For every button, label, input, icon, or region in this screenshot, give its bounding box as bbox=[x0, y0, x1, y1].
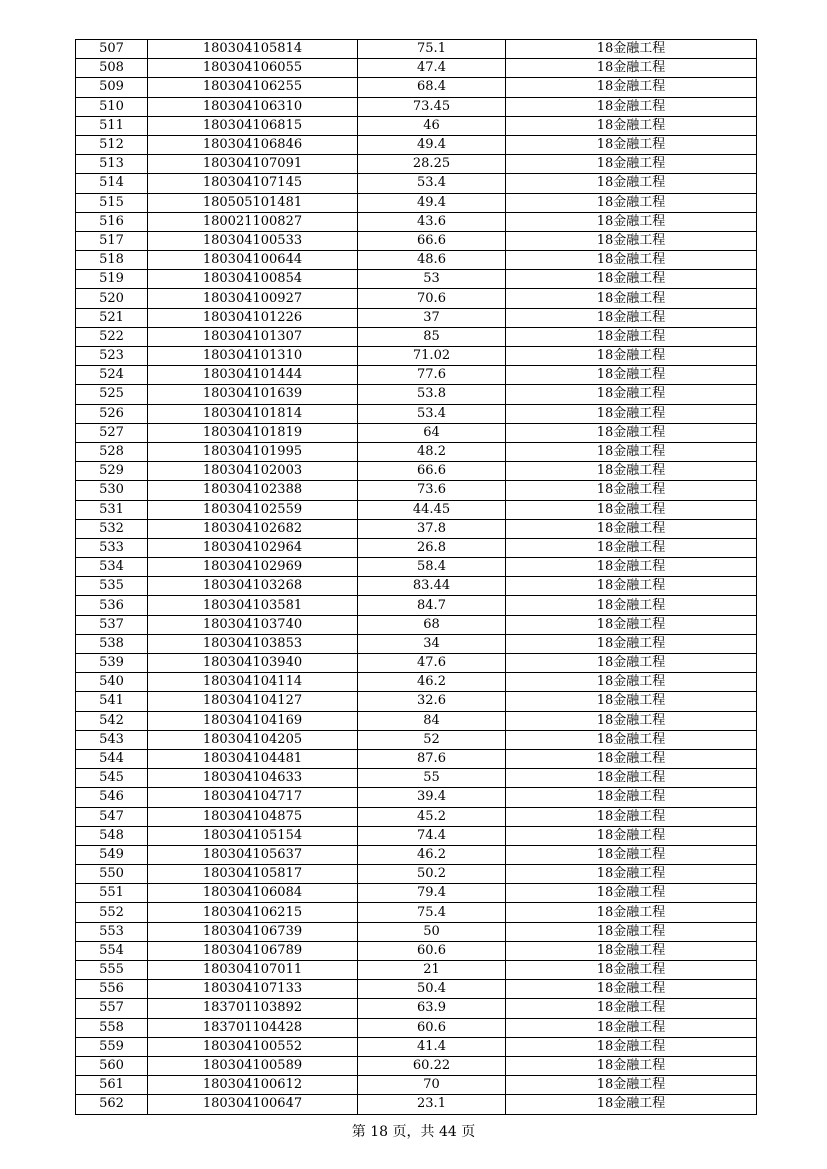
row-number-cell: 549 bbox=[76, 845, 148, 864]
row-number-cell: 548 bbox=[76, 826, 148, 845]
table-row bbox=[76, 596, 757, 615]
score-cell: 53.8 bbox=[358, 385, 506, 404]
major-cell: 18金融工程 bbox=[506, 385, 757, 404]
row-number-cell: 531 bbox=[76, 500, 148, 519]
student-id-cell: 180304103853 bbox=[148, 634, 358, 653]
student-id-cell: 180304103940 bbox=[148, 654, 358, 673]
major-cell: 18金融工程 bbox=[506, 865, 757, 884]
table-row bbox=[76, 558, 757, 577]
row-number-cell: 553 bbox=[76, 922, 148, 941]
major-cell: 18金融工程 bbox=[506, 673, 757, 692]
score-cell: 60.6 bbox=[358, 941, 506, 960]
score-cell: 60.22 bbox=[358, 1056, 506, 1075]
table-row bbox=[76, 538, 757, 557]
major-cell: 18金融工程 bbox=[506, 174, 757, 193]
table-row bbox=[76, 922, 757, 941]
row-number-cell: 515 bbox=[76, 193, 148, 212]
student-id-cell: 180304104205 bbox=[148, 730, 358, 749]
score-cell: 39.4 bbox=[358, 788, 506, 807]
row-number-cell: 529 bbox=[76, 462, 148, 481]
major-cell: 18金融工程 bbox=[506, 692, 757, 711]
major-cell: 18金融工程 bbox=[506, 1056, 757, 1075]
student-id-cell: 180304107091 bbox=[148, 155, 358, 174]
score-cell: 21 bbox=[358, 961, 506, 980]
student-id-cell: 180304106789 bbox=[148, 941, 358, 960]
major-cell: 18金融工程 bbox=[506, 730, 757, 749]
student-id-cell: 180304105817 bbox=[148, 865, 358, 884]
student-id-cell: 180304106815 bbox=[148, 116, 358, 135]
score-cell: 66.6 bbox=[358, 231, 506, 250]
student-id-cell: 180304100647 bbox=[148, 1095, 358, 1114]
score-cell: 52 bbox=[358, 730, 506, 749]
table-row bbox=[76, 577, 757, 596]
major-cell: 18金融工程 bbox=[506, 826, 757, 845]
table-row bbox=[76, 673, 757, 692]
table-row bbox=[76, 711, 757, 730]
major-cell: 18金融工程 bbox=[506, 884, 757, 903]
table-row bbox=[76, 59, 757, 78]
score-cell: 84 bbox=[358, 711, 506, 730]
major-cell: 18金融工程 bbox=[506, 423, 757, 442]
major-cell: 18金融工程 bbox=[506, 155, 757, 174]
major-cell: 18金融工程 bbox=[506, 78, 757, 97]
table-row bbox=[76, 212, 757, 231]
score-cell: 63.9 bbox=[358, 999, 506, 1018]
table-row bbox=[76, 941, 757, 960]
table-row bbox=[76, 251, 757, 270]
table-row bbox=[76, 788, 757, 807]
row-number-cell: 540 bbox=[76, 673, 148, 692]
score-cell: 58.4 bbox=[358, 558, 506, 577]
score-cell: 53.4 bbox=[358, 174, 506, 193]
student-id-cell: 180304106084 bbox=[148, 884, 358, 903]
row-number-cell: 518 bbox=[76, 251, 148, 270]
student-id-cell: 183701103892 bbox=[148, 999, 358, 1018]
row-number-cell: 533 bbox=[76, 538, 148, 557]
score-cell: 26.8 bbox=[358, 538, 506, 557]
student-id-cell: 180304100533 bbox=[148, 231, 358, 250]
row-number-cell: 537 bbox=[76, 615, 148, 634]
row-number-cell: 514 bbox=[76, 174, 148, 193]
score-cell: 53.4 bbox=[358, 404, 506, 423]
table-row bbox=[76, 826, 757, 845]
score-cell: 41.4 bbox=[358, 1037, 506, 1056]
table-row bbox=[76, 865, 757, 884]
student-id-cell: 180304107145 bbox=[148, 174, 358, 193]
student-id-cell: 180304102682 bbox=[148, 519, 358, 538]
student-id-cell: 180304103268 bbox=[148, 577, 358, 596]
row-number-cell: 560 bbox=[76, 1056, 148, 1075]
major-cell: 18金融工程 bbox=[506, 1018, 757, 1037]
score-cell: 75.4 bbox=[358, 903, 506, 922]
row-number-cell: 538 bbox=[76, 634, 148, 653]
student-id-cell: 180304100552 bbox=[148, 1037, 358, 1056]
table-row bbox=[76, 999, 757, 1018]
table-row bbox=[76, 634, 757, 653]
score-cell: 68 bbox=[358, 615, 506, 634]
table-row bbox=[76, 730, 757, 749]
student-id-cell: 180304101995 bbox=[148, 442, 358, 461]
student-id-cell: 180304104114 bbox=[148, 673, 358, 692]
major-cell: 18金融工程 bbox=[506, 788, 757, 807]
row-number-cell: 559 bbox=[76, 1037, 148, 1056]
major-cell: 18金融工程 bbox=[506, 558, 757, 577]
table-row bbox=[76, 692, 757, 711]
table-row bbox=[76, 500, 757, 519]
major-cell: 18金融工程 bbox=[506, 40, 757, 59]
row-number-cell: 532 bbox=[76, 519, 148, 538]
row-number-cell: 543 bbox=[76, 730, 148, 749]
student-id-cell: 180304103581 bbox=[148, 596, 358, 615]
table-row bbox=[76, 347, 757, 366]
major-cell: 18金融工程 bbox=[506, 845, 757, 864]
major-cell: 18金融工程 bbox=[506, 347, 757, 366]
major-cell: 18金融工程 bbox=[506, 270, 757, 289]
major-cell: 18金融工程 bbox=[506, 807, 757, 826]
student-id-cell: 180304105154 bbox=[148, 826, 358, 845]
major-cell: 18金融工程 bbox=[506, 308, 757, 327]
student-id-cell: 180304101819 bbox=[148, 423, 358, 442]
table-row bbox=[76, 961, 757, 980]
student-id-cell: 180304107133 bbox=[148, 980, 358, 999]
table-row bbox=[76, 289, 757, 308]
score-cell: 70.6 bbox=[358, 289, 506, 308]
row-number-cell: 551 bbox=[76, 884, 148, 903]
table-row bbox=[76, 155, 757, 174]
major-cell: 18金融工程 bbox=[506, 654, 757, 673]
score-cell: 37 bbox=[358, 308, 506, 327]
table-row bbox=[76, 174, 757, 193]
score-cell: 70 bbox=[358, 1076, 506, 1095]
score-cell: 75.1 bbox=[358, 40, 506, 59]
score-cell: 53 bbox=[358, 270, 506, 289]
major-cell: 18金融工程 bbox=[506, 135, 757, 154]
major-cell: 18金融工程 bbox=[506, 922, 757, 941]
table-row bbox=[76, 845, 757, 864]
score-cell: 64 bbox=[358, 423, 506, 442]
student-id-cell: 180304101310 bbox=[148, 347, 358, 366]
major-cell: 18金融工程 bbox=[506, 999, 757, 1018]
major-cell: 18金融工程 bbox=[506, 193, 757, 212]
major-cell: 18金融工程 bbox=[506, 212, 757, 231]
major-cell: 18金融工程 bbox=[506, 366, 757, 385]
table-row bbox=[76, 1018, 757, 1037]
row-number-cell: 516 bbox=[76, 212, 148, 231]
major-cell: 18金融工程 bbox=[506, 442, 757, 461]
major-cell: 18金融工程 bbox=[506, 961, 757, 980]
major-cell: 18金融工程 bbox=[506, 1095, 757, 1114]
score-cell: 60.6 bbox=[358, 1018, 506, 1037]
score-cell: 50.4 bbox=[358, 980, 506, 999]
row-number-cell: 550 bbox=[76, 865, 148, 884]
score-cell: 73.45 bbox=[358, 97, 506, 116]
student-id-cell: 180304102559 bbox=[148, 500, 358, 519]
table-row bbox=[76, 366, 757, 385]
row-number-cell: 552 bbox=[76, 903, 148, 922]
table-row bbox=[76, 40, 757, 59]
row-number-cell: 512 bbox=[76, 135, 148, 154]
student-id-cell: 180304106846 bbox=[148, 135, 358, 154]
student-id-cell: 180304104481 bbox=[148, 749, 358, 768]
row-number-cell: 523 bbox=[76, 347, 148, 366]
student-id-cell: 180304103740 bbox=[148, 615, 358, 634]
table-row bbox=[76, 193, 757, 212]
score-cell: 85 bbox=[358, 327, 506, 346]
table-row bbox=[76, 116, 757, 135]
row-number-cell: 513 bbox=[76, 155, 148, 174]
major-cell: 18金融工程 bbox=[506, 519, 757, 538]
row-number-cell: 541 bbox=[76, 692, 148, 711]
table-row bbox=[76, 481, 757, 500]
major-cell: 18金融工程 bbox=[506, 462, 757, 481]
row-number-cell: 547 bbox=[76, 807, 148, 826]
row-number-cell: 535 bbox=[76, 577, 148, 596]
major-cell: 18金融工程 bbox=[506, 500, 757, 519]
table-row bbox=[76, 442, 757, 461]
table-row bbox=[76, 884, 757, 903]
student-id-cell: 180304107011 bbox=[148, 961, 358, 980]
major-cell: 18金融工程 bbox=[506, 251, 757, 270]
table-row bbox=[76, 231, 757, 250]
score-cell: 71.02 bbox=[358, 347, 506, 366]
table-row bbox=[76, 1076, 757, 1095]
student-id-cell: 180304106215 bbox=[148, 903, 358, 922]
table-row bbox=[76, 270, 757, 289]
major-cell: 18金融工程 bbox=[506, 289, 757, 308]
score-cell: 32.6 bbox=[358, 692, 506, 711]
student-id-cell: 180304105637 bbox=[148, 845, 358, 864]
score-cell: 74.4 bbox=[358, 826, 506, 845]
major-cell: 18金融工程 bbox=[506, 769, 757, 788]
score-cell: 49.4 bbox=[358, 135, 506, 154]
score-cell: 47.4 bbox=[358, 59, 506, 78]
major-cell: 18金融工程 bbox=[506, 596, 757, 615]
score-cell: 46.2 bbox=[358, 673, 506, 692]
student-id-cell: 180304100612 bbox=[148, 1076, 358, 1095]
score-cell: 34 bbox=[358, 634, 506, 653]
row-number-cell: 507 bbox=[76, 40, 148, 59]
score-cell: 45.2 bbox=[358, 807, 506, 826]
major-cell: 18金融工程 bbox=[506, 980, 757, 999]
score-cell: 73.6 bbox=[358, 481, 506, 500]
major-cell: 18金融工程 bbox=[506, 97, 757, 116]
score-cell: 77.6 bbox=[358, 366, 506, 385]
row-number-cell: 561 bbox=[76, 1076, 148, 1095]
score-cell: 28.25 bbox=[358, 155, 506, 174]
student-id-cell: 183701104428 bbox=[148, 1018, 358, 1037]
student-id-cell: 180304106310 bbox=[148, 97, 358, 116]
score-cell: 79.4 bbox=[358, 884, 506, 903]
score-cell: 66.6 bbox=[358, 462, 506, 481]
row-number-cell: 511 bbox=[76, 116, 148, 135]
row-number-cell: 508 bbox=[76, 59, 148, 78]
table-row bbox=[76, 654, 757, 673]
table-row bbox=[76, 1095, 757, 1114]
row-number-cell: 527 bbox=[76, 423, 148, 442]
student-id-cell: 180505101481 bbox=[148, 193, 358, 212]
row-number-cell: 539 bbox=[76, 654, 148, 673]
row-number-cell: 557 bbox=[76, 999, 148, 1018]
score-table bbox=[75, 39, 757, 1115]
row-number-cell: 525 bbox=[76, 385, 148, 404]
major-cell: 18金融工程 bbox=[506, 116, 757, 135]
score-cell: 44.45 bbox=[358, 500, 506, 519]
student-id-cell: 180304100589 bbox=[148, 1056, 358, 1075]
student-id-cell: 180304104127 bbox=[148, 692, 358, 711]
row-number-cell: 556 bbox=[76, 980, 148, 999]
student-id-cell: 180304105814 bbox=[148, 40, 358, 59]
row-number-cell: 554 bbox=[76, 941, 148, 960]
table-row bbox=[76, 519, 757, 538]
student-id-cell: 180304104717 bbox=[148, 788, 358, 807]
score-cell: 50 bbox=[358, 922, 506, 941]
row-number-cell: 522 bbox=[76, 327, 148, 346]
row-number-cell: 542 bbox=[76, 711, 148, 730]
row-number-cell: 562 bbox=[76, 1095, 148, 1114]
major-cell: 18金融工程 bbox=[506, 538, 757, 557]
row-number-cell: 546 bbox=[76, 788, 148, 807]
row-number-cell: 526 bbox=[76, 404, 148, 423]
table-row bbox=[76, 903, 757, 922]
table-row bbox=[76, 769, 757, 788]
score-cell: 83.44 bbox=[358, 577, 506, 596]
student-id-cell: 180304100854 bbox=[148, 270, 358, 289]
student-id-cell: 180304102003 bbox=[148, 462, 358, 481]
student-id-cell: 180304100644 bbox=[148, 251, 358, 270]
major-cell: 18金融工程 bbox=[506, 711, 757, 730]
table-row bbox=[76, 97, 757, 116]
row-number-cell: 530 bbox=[76, 481, 148, 500]
row-number-cell: 520 bbox=[76, 289, 148, 308]
student-id-cell: 180304106055 bbox=[148, 59, 358, 78]
student-id-cell: 180304101639 bbox=[148, 385, 358, 404]
page-footer: 第 18 页，共 44 页 bbox=[351, 1124, 476, 1140]
table-row bbox=[76, 749, 757, 768]
row-number-cell: 509 bbox=[76, 78, 148, 97]
score-cell: 43.6 bbox=[358, 212, 506, 231]
table-row bbox=[76, 462, 757, 481]
table-row bbox=[76, 615, 757, 634]
row-number-cell: 545 bbox=[76, 769, 148, 788]
score-cell: 50.2 bbox=[358, 865, 506, 884]
table-row bbox=[76, 135, 757, 154]
table-row bbox=[76, 327, 757, 346]
row-number-cell: 519 bbox=[76, 270, 148, 289]
student-id-cell: 180304100927 bbox=[148, 289, 358, 308]
row-number-cell: 517 bbox=[76, 231, 148, 250]
major-cell: 18金融工程 bbox=[506, 749, 757, 768]
score-cell: 46.2 bbox=[358, 845, 506, 864]
student-id-cell: 180304102964 bbox=[148, 538, 358, 557]
score-cell: 84.7 bbox=[358, 596, 506, 615]
major-cell: 18金融工程 bbox=[506, 903, 757, 922]
major-cell: 18金融工程 bbox=[506, 481, 757, 500]
student-id-cell: 180304104875 bbox=[148, 807, 358, 826]
major-cell: 18金融工程 bbox=[506, 231, 757, 250]
table-row bbox=[76, 404, 757, 423]
major-cell: 18金融工程 bbox=[506, 1076, 757, 1095]
student-id-cell: 180304104633 bbox=[148, 769, 358, 788]
major-cell: 18金融工程 bbox=[506, 941, 757, 960]
student-id-cell: 180304106739 bbox=[148, 922, 358, 941]
row-number-cell: 544 bbox=[76, 749, 148, 768]
score-cell: 48.6 bbox=[358, 251, 506, 270]
score-cell: 55 bbox=[358, 769, 506, 788]
major-cell: 18金融工程 bbox=[506, 615, 757, 634]
score-cell: 47.6 bbox=[358, 654, 506, 673]
student-id-cell: 180304102388 bbox=[148, 481, 358, 500]
row-number-cell: 558 bbox=[76, 1018, 148, 1037]
major-cell: 18金融工程 bbox=[506, 327, 757, 346]
table-row bbox=[76, 807, 757, 826]
table-row bbox=[76, 980, 757, 999]
score-cell: 23.1 bbox=[358, 1095, 506, 1114]
score-cell: 37.8 bbox=[358, 519, 506, 538]
major-cell: 18金融工程 bbox=[506, 634, 757, 653]
score-cell: 49.4 bbox=[358, 193, 506, 212]
student-id-cell: 180304101814 bbox=[148, 404, 358, 423]
table-row bbox=[76, 1037, 757, 1056]
score-table-body bbox=[76, 40, 757, 1115]
score-cell: 46 bbox=[358, 116, 506, 135]
row-number-cell: 510 bbox=[76, 97, 148, 116]
row-number-cell: 555 bbox=[76, 961, 148, 980]
row-number-cell: 521 bbox=[76, 308, 148, 327]
row-number-cell: 534 bbox=[76, 558, 148, 577]
student-id-cell: 180304104169 bbox=[148, 711, 358, 730]
score-cell: 87.6 bbox=[358, 749, 506, 768]
major-cell: 18金融工程 bbox=[506, 59, 757, 78]
table-row bbox=[76, 385, 757, 404]
student-id-cell: 180304101444 bbox=[148, 366, 358, 385]
row-number-cell: 536 bbox=[76, 596, 148, 615]
major-cell: 18金融工程 bbox=[506, 577, 757, 596]
table-row bbox=[76, 308, 757, 327]
table-row bbox=[76, 1056, 757, 1075]
student-id-cell: 180304102969 bbox=[148, 558, 358, 577]
student-id-cell: 180304101307 bbox=[148, 327, 358, 346]
major-cell: 18金融工程 bbox=[506, 1037, 757, 1056]
major-cell: 18金融工程 bbox=[506, 404, 757, 423]
table-row bbox=[76, 78, 757, 97]
student-id-cell: 180304106255 bbox=[148, 78, 358, 97]
row-number-cell: 524 bbox=[76, 366, 148, 385]
score-cell: 48.2 bbox=[358, 442, 506, 461]
student-id-cell: 180021100827 bbox=[148, 212, 358, 231]
score-cell: 68.4 bbox=[358, 78, 506, 97]
table-row bbox=[76, 423, 757, 442]
student-id-cell: 180304101226 bbox=[148, 308, 358, 327]
row-number-cell: 528 bbox=[76, 442, 148, 461]
